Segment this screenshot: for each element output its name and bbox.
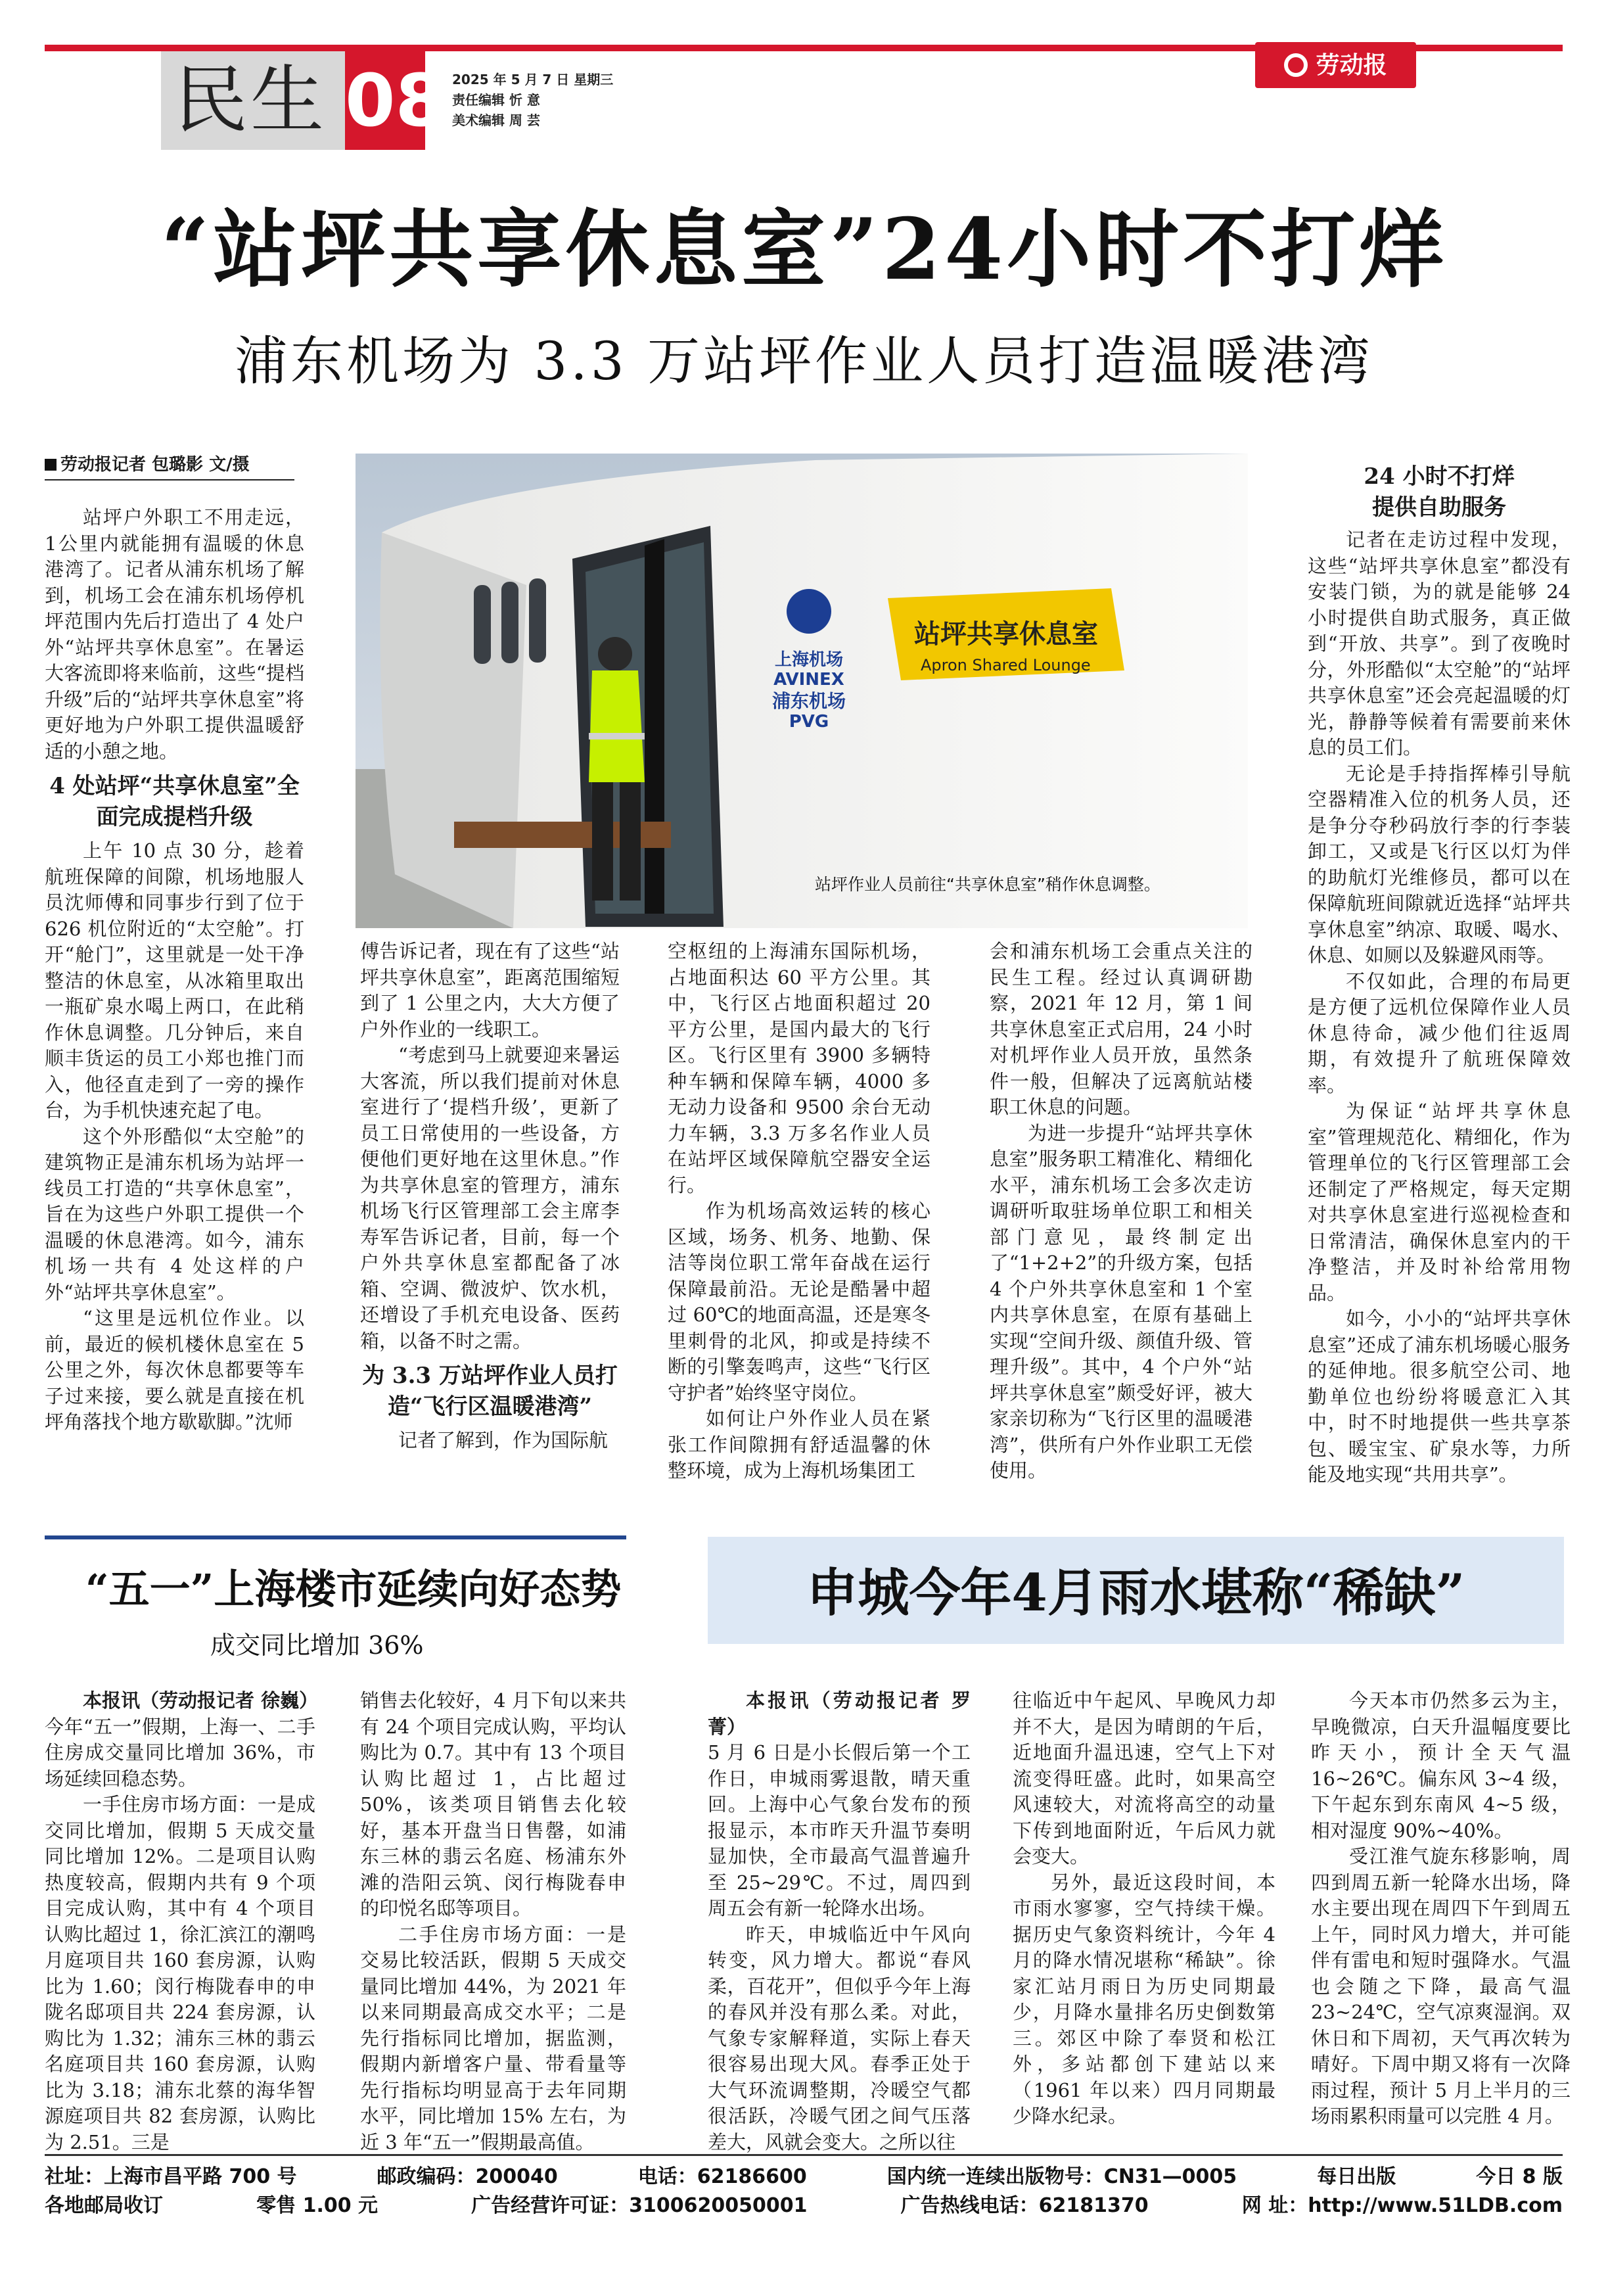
paragraph: 昨天，申城临近中午风向转变，风力增大。都说“春风柔，百花开”，但似乎今年上海的春风并没有那么柔。对此，气象专家解释道，实际上春天很容易出现大风。春季正处于大气环流调整期，冷暖空气都很活跃，冷暖气团之间气压落差大，风就会变大。之所以往: [708, 1923, 971, 2153]
weather-headline: 申城今年4月雨水堪称“稀缺”: [806, 1563, 1465, 1623]
paragraph: 站坪户外职工不用走远，1公里内就能拥有温暖的休息港湾了。记者从浦东机场了解到，机场工会在浦东机场停机坪范围内先后打造出了 4 处户外“站坪共享休息室”。在暑运大客流即将来临前，这些“提档升级”后的“站坪共享休息室”将更好地为户外职工提供温暖舒适的小憩之地。: [45, 506, 304, 762]
airport-sign-cn2: 浦东机场: [771, 690, 846, 712]
lead-subhead: 为 3.3 万站坪作业人员打造“飞行区温暖港湾”: [362, 1363, 618, 1420]
logo-text: 劳动报: [1316, 51, 1387, 79]
lead-column-5: [1308, 461, 1571, 1488]
paragraph: 如今，小小的“站坪共享休息室”还成了浦东机场暖心服务的延伸地。很多航空公司、地勤单位也纷纷将暖意汇入其中，时不时地提供一些共享茶包、暖宝宝、矿泉水等，力所能及地实现“共用共享”。: [1308, 1307, 1571, 1486]
responsible-editor: 责任编辑 忻 意: [452, 92, 540, 108]
paragraph: 如何让户外作业人员在紧张工作间隙拥有舒适温馨的休整环境，成为上海机场集团工: [668, 1407, 930, 1482]
lead-headline: “站坪共享休息室”24小时不打烊: [160, 200, 1448, 299]
weather-column-2: [1013, 1688, 1275, 2130]
housing-column-2: [360, 1688, 626, 2155]
footer-postcode: 邮政编码：200040: [377, 2165, 558, 2188]
footer-frequency: 每日出版: [1317, 2165, 1396, 2188]
lounge-photo-illustration: [356, 454, 1248, 928]
weather-column-1: [708, 1688, 971, 2155]
lead-subheadline: 浦东机场为 3.3 万站坪作业人员打造温暖港湾: [234, 331, 1374, 392]
paragraph: 受江淮气旋东移影响，周四到周五新一轮降水出场，降水主要出现在周四下午到周五上午，同时风力增大，并可能伴有雷电和短时强降水。气温也会随之下降，最高气温 23~24℃，空气凉爽湿润。双休日和下周初，天气再次转为晴好。下周中期又将有一次降雨过程，预计 5 月上半月的三场雨累积雨量可以完胜 4 月。: [1311, 1845, 1571, 2127]
paragraph: 一手住房市场方面：一是成交同比增加，假期 5 天成交量同比增加 12%。二是项目认购热度较高，假期内共有 9 个项目完成认购，其中有 4 个项目认购比超过 1，徐汇滨江的潮鸣月庭项目共 160 套房源，认购比为 1.60；闵行梅陇春申的申陇名邸项目共 224 套房源，认购比为 1.32；浦东三林的翡云名庭项目共 160 套房源，认购比为 3.18；浦东北蔡的海华智源庭项目共 82 套房源，认购比为 2.51。三是: [45, 1793, 315, 2153]
paragraph: 作为机场高效运转的核心区域，场务、机务、地勤、保洁等岗位职工常年奋战在运行保障最前沿。无论是酷暑中超过 60℃的地面高温，还是寒冬里刺骨的北风，抑或是持续不断的引擎轰鸣声，这些“飞行区守护者”始终坚守岗位。: [668, 1200, 930, 1404]
housing-top-rule: [45, 1535, 626, 1539]
square-bullet-icon: [45, 459, 57, 471]
footer-ad-hotline: 广告热线电话：62181370: [900, 2194, 1149, 2217]
housing-subheadline: 成交同比增加 36%: [210, 1631, 424, 1660]
paragraph: 记者在走访过程中发现，这些“站坪共享休息室”都没有安装门锁，为的就是能够 24 小时提供自助式服务，真正做到“开放、共享”。到了夜晚时分，外形酷似“太空舱”的“站坪共享休息室”还会亮起温暖的灯光，静静等候着有需要前来休息的员工们。: [1308, 528, 1571, 759]
paragraph: “考虑到马上就要迎来暑运大客流，所以我们提前对休息室进行了‘提档升级’，更新了员工日常使用的一些设备，方便他们更好地在这里休息。”作为共享休息室的管理方，浦东机场飞行区管理部工会主席李寿军告诉记者，目前，每一个户外共享休息室都配备了冰箱、空调、微波炉、饮水机，还增设了手机充电设备、医药箱，以备不时之需。: [360, 1044, 620, 1352]
paragraph: 空枢纽的上海浦东国际机场，占地面积达 60 平方公里。其中，飞行区占地面积超过 20 平方公里，是国内最大的飞行区。飞行区里有 3900 多辆特种车辆和保障车辆，4000 多无动力设备和 9500 余台无动力车辆，3.3 万多名作业人员在站坪区域保障航空器安全运行。: [668, 940, 930, 1196]
paragraph: 傅告诉记者，现在有了这些“站坪共享休息室”，距离范围缩短到了 1 公里之内，大大方便了户外作业的一线职工。: [360, 940, 620, 1041]
lead-subhead: 24 小时不打烊: [1364, 463, 1515, 490]
paragraph: “这里是远机位作业。以前，最近的候机楼休息室在 5 公里之外，每次休息都要等车子过来接，要么就是直接在机坪角落找个地方歇歇脚。”沈师: [45, 1307, 304, 1433]
byline: 劳动报记者 包璐影 文/摄: [45, 451, 294, 480]
lead-column-4: [990, 939, 1252, 1484]
housing-headline: “五一”上海楼市延续向好态势: [85, 1565, 622, 1613]
paragraph: 不仅如此，合理的布局更是方便了远机位保障作业人员休息待命，减少他们往返周期，有效提升了航班保障效率。: [1308, 970, 1571, 1096]
masthead-meta: [452, 70, 613, 131]
lead-subhead: 4 处站坪“共享休息室”全面完成提档升级: [49, 773, 300, 830]
paragraph: 这个外形酷似“太空舱”的建筑物正是浦东机场为站坪一线员工打造的“共享休息室”，旨在为这些户外职工提供一个温暖的休息港湾。如今，浦东机场一共有 4 处这样的户外“站坪共享休息室”。: [45, 1125, 304, 1303]
issue-date: 2025 年 5 月 7 日 星期三: [452, 72, 614, 87]
lead-column-2: [360, 939, 620, 1454]
paragraph: 会和浦东机场工会重点关注的民生工程。经过认真调研勘察，2021 年 12 月，第 1 间共享休息室正式启用，24 小时对机坪作业人员开放，虽然条件一般，但解决了远离航站楼职工休息的问题。: [990, 940, 1252, 1118]
lounge-sign-text: 站坪共享休息室: [914, 619, 1098, 649]
footer-pages: 今日 8 版: [1476, 2165, 1563, 2188]
paragraph: 今天本市仍然多云为主，早晚微凉，白天升温幅度要比昨天小，预计全天气温 16~26℃。偏东风 3~4 级，下午起东到东南风 4~5 级，相对湿度 90%~40%。: [1311, 1689, 1571, 1842]
dateline: 本报讯（劳动报记者 罗菁）: [708, 1689, 971, 1738]
paragraph: 销售去化较好，4 月下旬以来共有 24 个项目完成认购，平均认购比为 0.7。其中有 13 个项目认购比超过 1，占比超过 50%，该类项目销售去化较好，基本开盘当日售罄，如浦东三林的翡云名庭、杨浦东外滩的浩阳云筑、闵行梅陇春申的印悦名邸等项目。: [360, 1689, 626, 1919]
footer-website[interactable]: 网 址：http://www.51LDB.com: [1241, 2194, 1563, 2217]
footer: [45, 2163, 1563, 2220]
footer-price: 零售 1.00 元: [256, 2194, 379, 2217]
paragraph: 上午 10 点 30 分，趁着航班保障的间隙，机场地服人员沈师傅和同事步行到了位于 626 机位附近的“太空舱”。打开“舱门”，这里就是一处干净整洁的休息室，从冰箱里取出一瓶矿泉水喝上两口，在此稍作休息调整。几分钟后，来自顺丰货运的员工小郑也推门而入，他径直走到了一旁的操作台，为手机快速充起了电。: [45, 839, 304, 1121]
logo-mark-icon: [1284, 53, 1308, 77]
section-name: 民生: [174, 58, 327, 143]
paragraph: 为保证“站坪共享休息室”管理规范化、精细化，作为管理单位的飞行区管理部工会还制定了严格规定，每天定期对共享休息室进行巡视检查和日常清洁，确保休息室内的干净整洁，并及时补给常用物品。: [1308, 1100, 1571, 1304]
airport-sign-en: AVINEX: [773, 670, 844, 690]
airport-sign-text: 上海机场: [774, 650, 844, 670]
paragraph: 今年“五一”假期，上海一、二手住房成交量同比增加 36%，市场延续回稳态势。: [45, 1715, 315, 1790]
paragraph: 二手住房市场方面：一是交易比较活跃，假期 5 天成交量同比增加 44%，为 2021 年以来同期最高成交水平；二是先行指标同比增加，据监测，假期内新增客户量、带看量等先行指标均明显高于去年同期水平，同比增加 15% 左右，为近 3 年“五一”假期最高值。: [360, 1923, 626, 2153]
footer-rule: [45, 2154, 1563, 2156]
footer-subscription: 各地邮局收订: [45, 2194, 163, 2217]
page-number: 08: [345, 59, 446, 143]
paragraph: 另外，最近这段时间，本市雨水寥寥，空气持续干燥。据历史气象资料统计，今年 4 月的降水情况堪称“稀缺”。徐家汇站月雨日为历史同期最少，月降水量排名历史倒数第三。郊区中除了奉贤和松江外，多站都创下建站以来（1961 年以来）四月同期最少降水纪录。: [1013, 1871, 1275, 2127]
paragraph: 为进一步提升“站坪共享休息室”服务职工精准化、精细化水平，浦东机场工会多次走访调研听取驻场单位职工和相关部门意见，最终制定出了“1+2+2”的升级方案，包括 4 个户外共享休息室和 1 个室内共享休息室，在原有基础上实现“空间升级、颜值升级、管理升级”。其中，4 个户外“站坪共享休息室”颇受好评，被大家亲切称为“飞行区里的温暖港湾”，供所有户外作业职工无偿使用。: [990, 1121, 1252, 1482]
lead-subhead: 提供自助服务: [1372, 494, 1506, 521]
footer-address: 社址：上海市昌平路 700 号: [45, 2165, 297, 2188]
art-editor: 美术编辑 周 芸: [452, 112, 540, 128]
photo-caption: 站坪作业人员前往“共享休息室”稍作休息调整。: [815, 875, 1160, 894]
lead-column-1: [45, 505, 304, 1436]
weather-column-3: [1311, 1688, 1571, 2130]
housing-column-1: [45, 1688, 319, 2155]
lead-photo: [356, 454, 1248, 928]
paragraph: 往临近中午起风、早晚风力却并不大，是因为晴朗的午后，近地面升温迅速，空气上下对流变得旺盛。此时，如果高空风速较大，对流将高空的动量下传到地面附近，午后风力就会变大。: [1013, 1689, 1275, 1867]
footer-row-1: [45, 2163, 1563, 2191]
footer-issn: 国内统一连续出版物号：CN31—0005: [886, 2165, 1237, 2188]
lead-column-3: [668, 939, 930, 1484]
paragraph: 5 月 6 日是小长假后第一个工作日，申城雨雾退散，晴天重回。上海中心气象台发布的预报显示，本市昨天升温节奏明显加快，全市最高气温普遍升至 25~29℃。不过，周四到周五会有新一轮降水出场。: [708, 1741, 971, 1919]
dateline: 本报讯（劳动报记者 徐巍）: [83, 1689, 319, 1712]
paragraph: 记者了解到，作为国际航: [398, 1429, 609, 1451]
footer-row-2: [45, 2191, 1563, 2220]
footer-phone: 电话：62186600: [637, 2165, 807, 2188]
newspaper-logo: [1255, 42, 1416, 88]
footer-ad-license: 广告经营许可证：3100620050001: [471, 2194, 808, 2217]
lounge-sign-en: Apron Shared Lounge: [921, 656, 1091, 674]
airport-sign-code: PVG: [789, 712, 829, 732]
paragraph: 无论是手持指挥棒引导航空器精准入位的机务人员，还是争分夺秒码放行李的行李装卸工，又或是飞行区以灯为伴的助航灯光维修员，都可以在保障航班间隙就近选择“站坪共享休息室”纳凉、取暖、喝水、休息、如厕以及躲避风雨等。: [1308, 762, 1571, 966]
